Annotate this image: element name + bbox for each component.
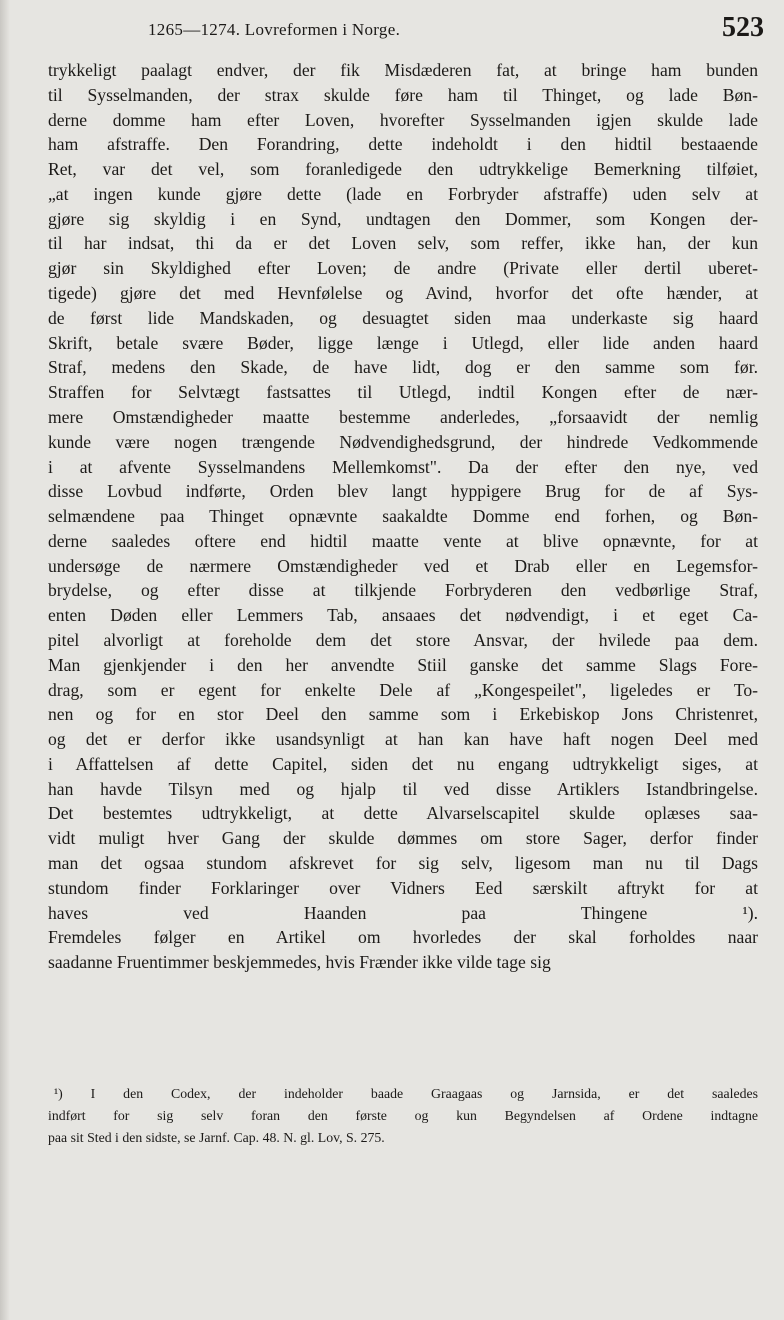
text-line: nen og for en stor Deel den samme som i Erkebiskop Jons Christenret, xyxy=(48,704,758,725)
text-line: i at afvente Sysselmandens Mellemkomst". Da der efter den nye, ved xyxy=(48,456,758,477)
page-number: 523 xyxy=(722,12,764,43)
text-line: undersøge de nærmere Omstændigheder ved et Drab eller en Legemsfor- xyxy=(48,555,758,576)
body-text xyxy=(48,58,758,975)
text-line: ham afstraffe. Den Forandring, dette indeholdt i den hidtil bestaaende xyxy=(48,134,758,155)
text-line: Man gjenkjender i den her anvendte Stiil ganske det samme Slags Fore- xyxy=(48,654,758,675)
text-line: og det er derfor ikke usandsynligt at han kan have haft nogen Deel med xyxy=(48,729,758,750)
text-line: selmændene paa Thinget opnævnte saakaldte Domme end forhen, og Bøn- xyxy=(48,506,758,527)
text-line: tigede) gjøre det med Hevnfølelse og Avind, hvorfor det ofte hænder, at xyxy=(48,283,758,304)
text-line: enten Døden eller Lemmers Tab, ansaaes det nødvendigt, i et eget Ca- xyxy=(48,605,758,626)
text-line: haves ved Haanden paa Thingene ¹). xyxy=(48,902,758,923)
text-line: mere Omstændigheder maatte bestemme anderledes, „forsaavidt der nemlig xyxy=(48,406,758,427)
text-line: de først lide Mandskaden, og desuagtet siden maa underkaste sig haard xyxy=(48,307,758,328)
text-line: Straffen for Selvtægt fastsattes til Utlegd, indtil Kongen efter de nær- xyxy=(48,382,758,403)
text-line: drag, som er egent for enkelte Dele af „Kongespeilet", ligeledes er To- xyxy=(48,679,758,700)
text-line: Ret, var det vel, som foranledigede den udtrykkelige Bemerkning tilføiet, xyxy=(48,159,758,180)
footnote xyxy=(48,1083,758,1149)
text-line: Skrift, betale svære Bøder, ligge længe i Utlegd, eller lide anden haard xyxy=(48,332,758,353)
page-header xyxy=(40,10,764,50)
text-line: stundom finder Forklaringer over Vidners Eed særskilt aftrykt for at xyxy=(48,877,758,898)
text-line: kunde være nogen trængende Nødvendighedsgrund, der hindrede Vedkommende xyxy=(48,431,758,452)
text-line: „at ingen kunde gjøre dette (lade en Forbryder afstraffe) uden selv at xyxy=(48,183,758,204)
text-line: derne saaledes oftere end hidtil maatte vente at blive opnævnte, for at xyxy=(48,530,758,551)
text-line: Straf, medens den Skade, de have lidt, dog er den samme som før. xyxy=(48,357,758,378)
footnote-line: paa sit Sted i den sidste, se Jarnf. Cap. 48. N. gl. Lov, S. 275. xyxy=(48,1130,385,1145)
text-line: han havde Tilsyn med og hjalp til ved disse Artiklers Istandbringelse. xyxy=(48,778,758,799)
text-line: saadanne Fruentimmer beskjemmedes, hvis Frænder ikke vilde tage sig xyxy=(48,952,551,973)
text-line: brydelse, og efter disse at tilkjende Forbryderen den vedbørlige Straf, xyxy=(48,580,758,601)
text-line: disse Lovbud indførte, Orden blev langt hyppigere Brug for de af Sys- xyxy=(48,481,758,502)
text-line: gjøre sig skyldig i en Synd, undtagen den Dommer, som Kongen der- xyxy=(48,208,758,229)
text-line: til har indsat, thi da er det Loven selv, som reffer, ikke han, der kun xyxy=(48,233,758,254)
footnote-line: indført for sig selv foran den første og kun Begyndelsen af Ordene indtagne xyxy=(48,1108,758,1123)
text-line: trykkeligt paalagt endver, der fik Misdæderen fat, at bringe ham bunden xyxy=(48,60,758,80)
running-title: 1265—1274. Lovreformen i Norge. xyxy=(148,20,401,39)
footnote-line: ¹) I den Codex, der indeholder baade Graagaas og Jarnsida, er det saaledes xyxy=(54,1086,758,1101)
text-line: man det ogsaa stundom afskrevet for sig selv, ligesom man nu til Dags xyxy=(48,853,758,873)
text-line: gjør sin Skyldighed efter Loven; de andre (Private eller dertil uberet- xyxy=(48,258,758,279)
text-line: derne domme ham efter Loven, hvorefter Sysselmanden igjen skulde lade xyxy=(48,109,758,130)
text-line: vidt muligt hver Gang der skulde dømmes om store Sager, derfor finder xyxy=(48,828,758,849)
text-line: til Sysselmanden, der strax skulde føre ham til Thinget, og lade Bøn- xyxy=(48,84,758,105)
text-line: Det bestemtes udtrykkeligt, at dette Alvarselscapitel skulde oplæses saa- xyxy=(48,803,758,824)
text-line: pitel alvorligt at foreholde dem det store Ansvar, der hvilede paa dem. xyxy=(48,629,758,650)
page-edge-shadow xyxy=(0,0,10,1320)
text-line: Fremdeles følger en Artikel om hvorledes der skal forholdes naar xyxy=(48,927,758,948)
text-line: i Affattelsen af dette Capitel, siden det nu engang udtrykkeligt siges, at xyxy=(48,753,758,774)
